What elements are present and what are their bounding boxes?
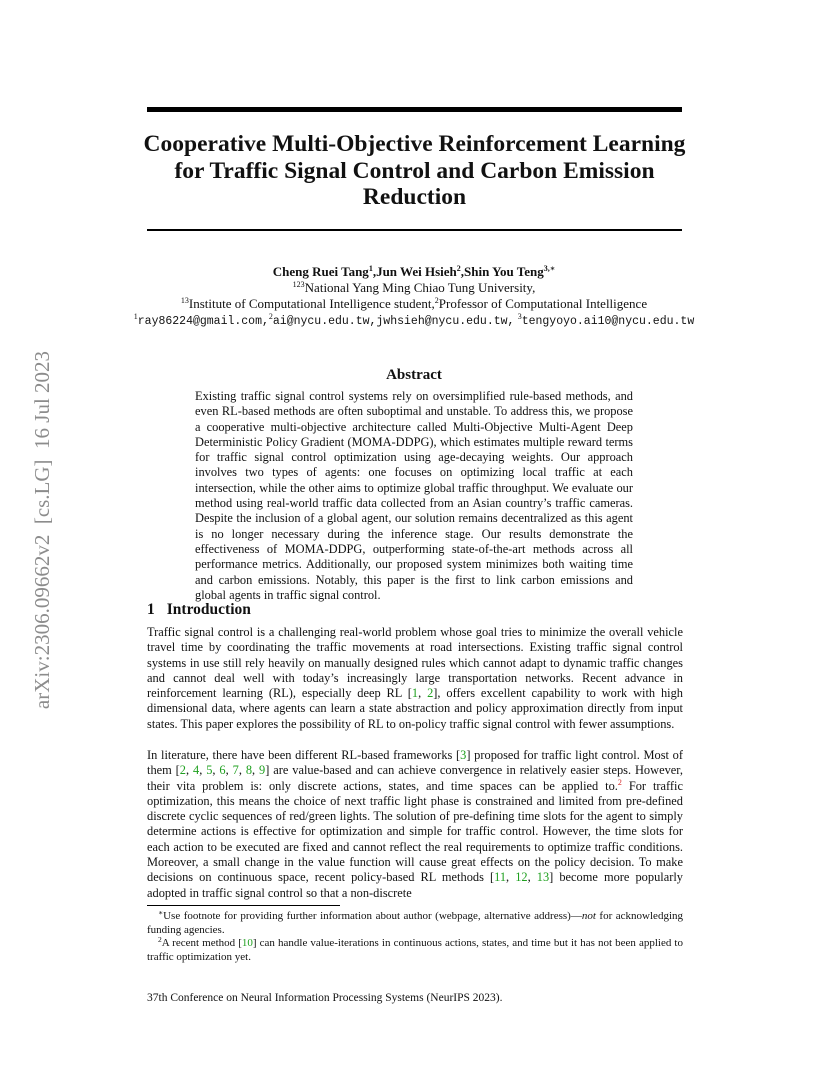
author-names (100, 264, 728, 280)
affil1-sup: 123 (292, 280, 305, 289)
p2-sep: , (506, 870, 516, 885)
footnote-1-text-b: for acknowledging funding agencies. (147, 910, 683, 936)
citation-link[interactable]: 10 (241, 937, 253, 949)
p2-text-3: ] are value-based and can achieve convergence in relatively easier steps. However, their vita problem is: only discrete actions, states, and time spaces can be applied to. (147, 763, 683, 793)
email-sup3: 3 (517, 312, 522, 321)
author-1: Cheng Ruei Tang (272, 264, 369, 279)
abstract-heading: Abstract (386, 367, 442, 383)
p2-text-5: ] become more popularly adopted in traffic signal control so that a non-discrete (147, 870, 683, 900)
author-3-star: ∗ (549, 264, 556, 273)
p2-sep: , (225, 763, 233, 778)
footnote-2 (147, 936, 683, 964)
citation-link[interactable]: 5 (206, 763, 213, 778)
email-2[interactable]: ai@nycu.edu.tw,jwhsieh@nycu.edu.tw, (272, 315, 515, 328)
p1-text-1: Traffic signal control is a challenging real-world problem whose goal tries to minimize the overall vehicle travel time by coordinating the traffic movements at road intersections. Existing traffic signal control systems in use still rely heavily on manually designed rules which cannot adapt to dynamic traffic changes and cannot deal well with today’s increasingly large transportation networks. Recent advance in reinforcement learning (RL), especially deep RL [ (147, 625, 683, 701)
p2-sep: , (527, 870, 537, 885)
email-sup1: 1 (133, 312, 138, 321)
title-bottom-rule (147, 229, 682, 231)
title-top-rule (147, 107, 682, 112)
p2-sep: , (238, 763, 246, 778)
p2-text-1: In literature, there have been different RL-based frameworks [ (147, 748, 461, 762)
intro-paragraph-2 (147, 748, 683, 901)
paper-title (130, 131, 699, 211)
section-introduction-heading (147, 601, 251, 619)
affil2-text1: Institute of Computational Intelligence student, (188, 296, 435, 311)
citation-link[interactable]: 7 (232, 763, 239, 778)
citation-link[interactable]: 1 (411, 686, 419, 701)
author-3-sup-sep: , (547, 264, 550, 273)
citation-link[interactable]: 9 (259, 763, 266, 778)
footnote-rule (147, 905, 340, 906)
abstract-body: Existing traffic signal control systems rely on oversimplified rule-based methods, and even RL-based methods are often suboptimal and unstable. To address this, we propose a cooperative multi-objective architecture called Multi-Objective Multi-Agent Deep Deterministic Policy Gradient (MOMA-DDPG), which estimates multiple reward terms for traffic signal control optimization using age-decaying weights. Our approach involves two types of agents: one focuses on optimizing local traffic at each intersection, while the other aims to optimize global traffic throughput. We evaluate our method using real-world traffic data collected from an Asian country’s traffic cameras. Despite the inclusion of a global agent, our solution remains decentralized as this agent is no longer necessary during the inference stage. Our results demonstrate the effectiveness of MOMA-DDPG, outperforming state-of-the-art methods across all performance metrics. Additionally, our proposed system minimizes both waiting time and carbon emissions. Notably, this paper is the first to link carbon emissions and global agents in traffic signal control. (195, 389, 633, 602)
p1-sep: , (418, 686, 428, 701)
conference-note: 37th Conference on Neural Information Processing Systems (NeurIPS 2023). (147, 992, 503, 1004)
footnote-ref[interactable]: 2 (617, 777, 622, 787)
citation-link[interactable]: 6 (219, 763, 226, 778)
footnote-2-mark: 2 (158, 935, 162, 944)
affil1-text: National Yang Ming Chiao Tung University, (304, 280, 536, 295)
title-line-2: for Traffic Signal Control and Carbon Emission (174, 157, 655, 184)
citation-link[interactable]: 2 (179, 763, 186, 778)
affiliation-2 (100, 296, 728, 312)
citation-link[interactable]: 11 (494, 870, 507, 885)
p1-text-2: ], offers excellent capability to work with high dimensional data, where agents can learn a state abstraction and policy approximation directly from input states. This paper explores the possibility of RL to on-policy traffic signal control with fewer assumptions. (147, 686, 683, 731)
arxiv-stamp: arXiv:2306.09662v2 [cs.LG] 16 Jul 2023 (30, 350, 54, 710)
author-3-sup-num: 3 (543, 264, 548, 273)
author-3: ,Shin You Teng (460, 264, 544, 279)
section-number: 1 (147, 601, 155, 618)
affil2-sup1: 13 (180, 296, 189, 305)
citation-link[interactable]: 13 (536, 870, 550, 885)
p2-sep: , (199, 763, 207, 778)
affil2-text2: Professor of Computational Intelligence (438, 296, 648, 311)
p2-text-2: ] proposed for traffic light control. Most of them [ (147, 748, 683, 778)
email-sup2: 2 (268, 312, 273, 321)
citation-link[interactable]: 12 (515, 870, 528, 885)
email-3[interactable]: tengyoyo.ai10@nycu.edu.tw (521, 315, 695, 328)
footnote-2-text-a: A recent method [ (161, 937, 242, 949)
author-emails (100, 312, 728, 330)
citation-link[interactable]: 8 (245, 763, 253, 778)
footnote-2-text-b: ] can handle value-iterations in continuous actions, states, and time but it has not been applied to traffic optimization yet. (147, 937, 683, 963)
footnote-1-text-a: Use footnote for providing further information about author (webpage, alternative address)— (163, 910, 582, 922)
title-line-1: Cooperative Multi-Objective Reinforcement Learning (143, 131, 686, 157)
p2-text-4: For traffic optimization, this means the choice of next traffic light phase is constrained and limited from pre-defined discrete cyclic sequences of red/green lights. The solution of pre-defining time slots for the agent to simply determine actions is effective for optimization and simple for traffic control. However, the time slots for each action to be executed are fixed and cannot reflect the real requirements to optimize traffic conditions. Moreover, a small change in the value function will cause great effects on the policy decision. To make decisions on continuous space, recent policy-based RL methods [ (147, 778, 683, 885)
email-1[interactable]: ray86224@gmail.com, (137, 315, 269, 328)
affiliation-1 (100, 280, 728, 296)
p2-sep: , (186, 763, 193, 778)
p2-sep: , (252, 763, 260, 778)
footnote-1-mark: ∗ (158, 908, 164, 917)
section-title: Introduction (166, 601, 251, 618)
author-3-sup (544, 264, 556, 273)
citation-link[interactable]: 2 (427, 686, 434, 701)
title-line-3: Reduction (362, 184, 467, 210)
footnote-1-emph: not (581, 910, 596, 922)
intro-paragraph-1 (147, 625, 683, 732)
affil2-sup2: 2 (434, 296, 439, 305)
author-2: ,Jun Wei Hsieh (372, 264, 457, 279)
author-block (100, 264, 728, 330)
p2-sep: , (212, 763, 220, 778)
citation-link[interactable]: 4 (193, 763, 200, 778)
citation-link[interactable]: 3 (460, 748, 467, 762)
footnote-1 (147, 909, 683, 937)
author-1-sup: 1 (368, 264, 373, 273)
author-2-sup: 2 (456, 264, 461, 273)
